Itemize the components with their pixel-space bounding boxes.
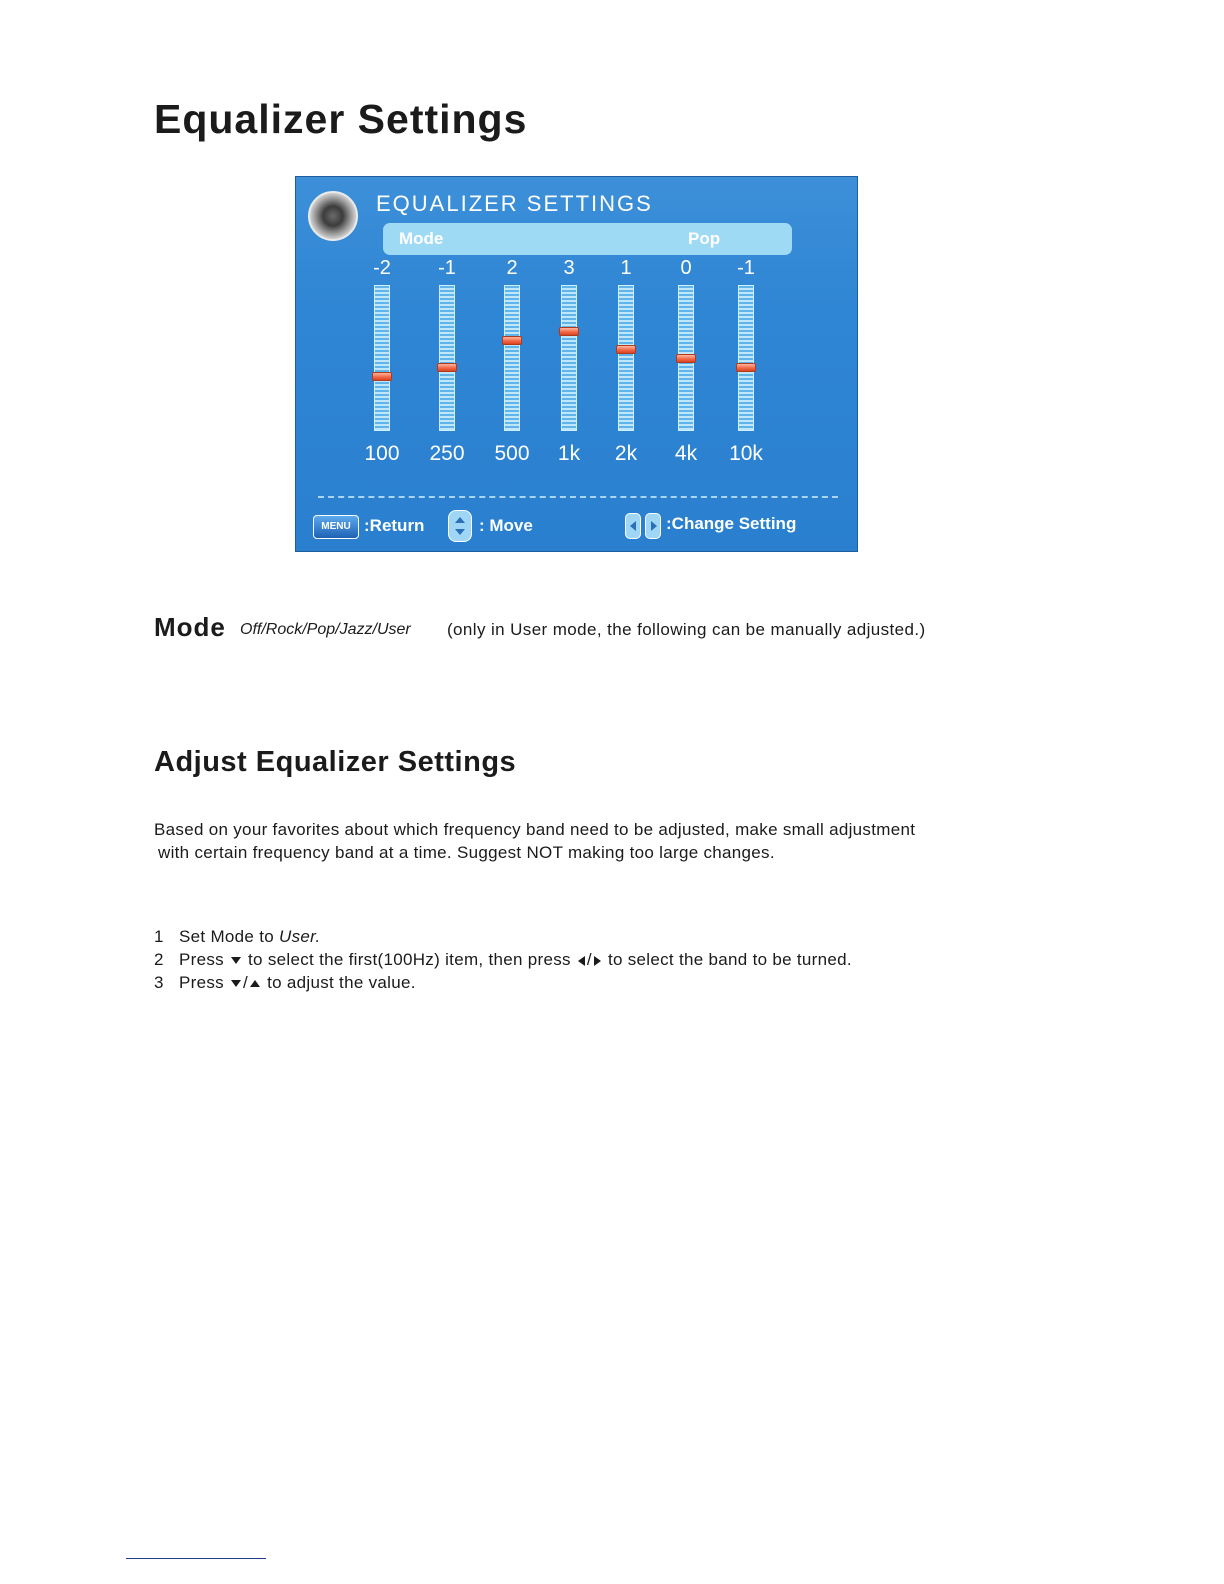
right-arrow-icon bbox=[594, 956, 601, 966]
step-2 bbox=[154, 948, 852, 971]
speaker-icon bbox=[308, 191, 358, 241]
adjust-paragraph bbox=[154, 818, 1054, 864]
step-emphasis: User. bbox=[279, 927, 321, 946]
band-frequency-label: 500 bbox=[494, 442, 530, 465]
mode-heading: Mode bbox=[154, 612, 226, 642]
band-value-label: -1 bbox=[737, 257, 755, 279]
adjust-heading: Adjust Equalizer Settings bbox=[154, 746, 517, 778]
band-slider-knob[interactable] bbox=[736, 363, 756, 372]
step-number: 1 bbox=[154, 927, 164, 946]
band-slider-knob[interactable] bbox=[372, 372, 392, 381]
menu-key-icon: MENU bbox=[313, 515, 359, 539]
band-slider-track[interactable] bbox=[439, 285, 455, 431]
band-frequency-label: 1k bbox=[557, 442, 581, 465]
band-slider-knob[interactable] bbox=[502, 336, 522, 345]
equalizer-osd-screen bbox=[295, 176, 858, 552]
step-number: 3 bbox=[154, 973, 164, 992]
band-frequency-label: 2k bbox=[614, 442, 638, 465]
change-setting-hint: :Change Setting bbox=[666, 514, 797, 533]
up-down-key-icon bbox=[448, 510, 472, 542]
step-text: Press bbox=[179, 950, 224, 969]
step-text: Press bbox=[179, 973, 224, 992]
left-key-icon bbox=[625, 513, 641, 539]
step-separator: / bbox=[586, 950, 592, 969]
step-text: to select the band to be turned. bbox=[607, 950, 852, 969]
band-slider-track[interactable] bbox=[504, 285, 520, 431]
footer-rule bbox=[126, 1558, 266, 1559]
step-number: 2 bbox=[154, 950, 164, 969]
osd-title: EQUALIZER SETTINGS bbox=[376, 191, 653, 216]
band-value-label: 0 bbox=[680, 257, 692, 279]
step-1 bbox=[154, 925, 852, 948]
band-value-label: -2 bbox=[373, 257, 391, 279]
mode-description: (only in User mode, the following can be manually adjusted.) bbox=[447, 620, 926, 639]
page-title: Equalizer Settings bbox=[154, 96, 528, 142]
left-arrow-icon bbox=[578, 956, 585, 966]
band-slider-knob[interactable] bbox=[437, 363, 457, 372]
band-slider-knob[interactable] bbox=[559, 327, 579, 336]
return-hint: :Return bbox=[364, 516, 425, 535]
band-frequency-label: 4k bbox=[674, 442, 698, 465]
band-slider-track[interactable] bbox=[561, 285, 577, 431]
step-text: to select the first(100Hz) item, then press bbox=[248, 950, 571, 969]
down-arrow-icon bbox=[231, 980, 241, 987]
up-arrow-icon bbox=[250, 980, 260, 987]
band-slider-track[interactable] bbox=[618, 285, 634, 431]
band-value-label: 1 bbox=[620, 257, 632, 279]
mode-selector[interactable] bbox=[383, 223, 792, 255]
mode-label: Mode bbox=[399, 229, 444, 248]
move-hint: : Move bbox=[479, 516, 533, 535]
down-arrow-icon bbox=[231, 957, 241, 964]
band-value-label: 2 bbox=[506, 257, 518, 279]
band-value-label: -1 bbox=[438, 257, 456, 279]
step-separator: / bbox=[243, 973, 249, 992]
paragraph-line: Based on your favorites about which frequency band need to be adjusted, make small adjustment bbox=[154, 820, 916, 839]
band-slider-knob[interactable] bbox=[676, 354, 696, 363]
mode-value: Pop bbox=[688, 229, 721, 248]
band-slider-track[interactable] bbox=[738, 285, 754, 431]
band-value-label: 3 bbox=[563, 257, 575, 279]
step-text: Set Mode to bbox=[179, 927, 279, 946]
mode-options: Off/Rock/Pop/Jazz/User bbox=[240, 621, 411, 638]
steps-list bbox=[154, 925, 852, 994]
paragraph-line: with certain frequency band at a time. Suggest NOT making too large changes. bbox=[158, 843, 775, 862]
band-frequency-label: 10k bbox=[729, 442, 763, 465]
band-slider-knob[interactable] bbox=[616, 345, 636, 354]
step-3 bbox=[154, 971, 852, 994]
right-key-icon bbox=[645, 513, 661, 539]
band-frequency-label: 100 bbox=[364, 442, 400, 465]
step-text: to adjust the value. bbox=[267, 973, 416, 992]
band-slider-track[interactable] bbox=[374, 285, 390, 431]
band-frequency-label: 250 bbox=[429, 442, 465, 465]
footer-divider bbox=[318, 496, 838, 498]
